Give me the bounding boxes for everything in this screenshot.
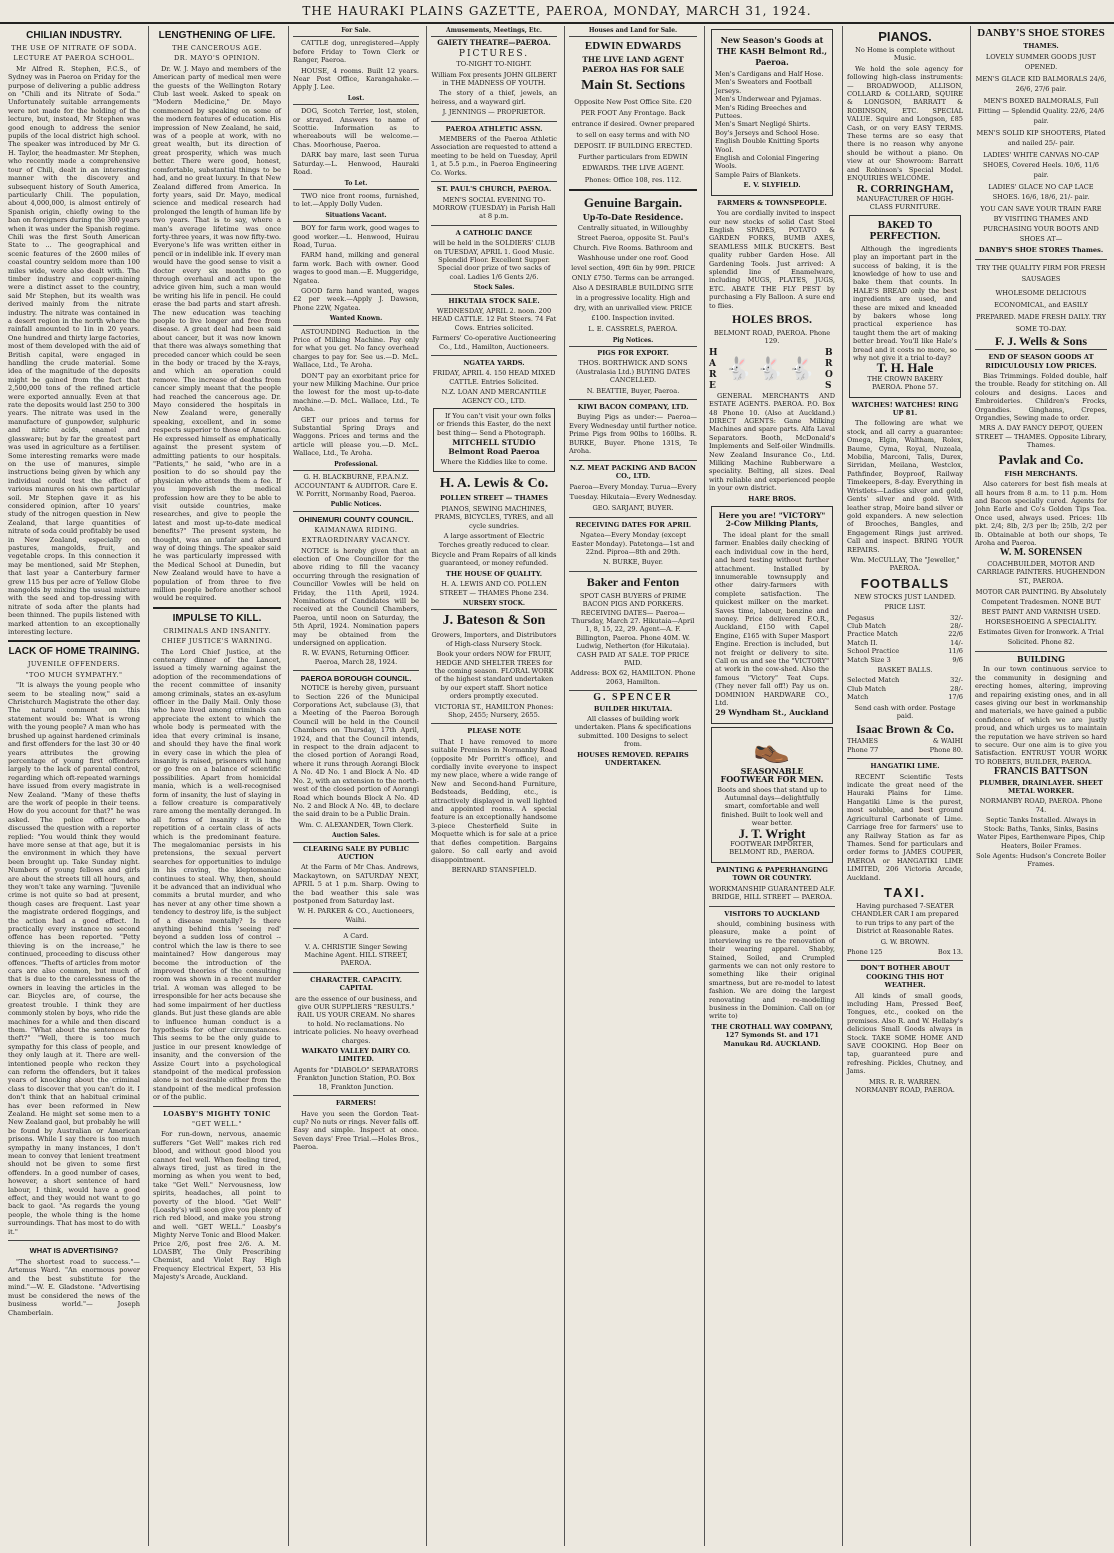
note-signature: BERNARD STANSFIELD. bbox=[451, 865, 537, 874]
battson-address: NORMANBY ROAD, PAEROA. Phone 74. bbox=[979, 797, 1103, 814]
kiwi-body: Buying Pigs as under:— Paeroa—Every Wednesday until further notice. Prime Pigs from 90lbs to 160lbs. R. BURKE, Buyer. Phone 131S, Te Aroha. bbox=[569, 413, 697, 456]
taxi-signature: G. W. BROWN. bbox=[880, 937, 930, 946]
victory-title: Here you are! "VICTORY" 2-Cow Milking Plants, bbox=[718, 511, 826, 529]
pavlak-body: Also caterers for best fish meals at all hours from 8 a.m. to 11 p.m. Hom and Bacon specially cured. Agents for John Earle and Co's Golden Tips Tea. Once used, always used. Prices: 1lb pkt. 2/4; 8lb, 2/3 per lb; 25lb, 2/2 per lb. Obtainable at both our shops, Te Aroha and Paeroa. bbox=[975, 480, 1107, 547]
isaac-brown-row bbox=[847, 737, 963, 745]
divider bbox=[293, 972, 419, 973]
divider bbox=[569, 690, 697, 691]
pavlak-sub: FISH MERCHANTS. bbox=[1004, 469, 1078, 478]
hale-sub: THE CROWN BAKERY PAEROA. Phone 57. bbox=[867, 374, 943, 392]
painting-title: PAINTING & PAPERHANGING TOWN OR COUNTRY. bbox=[716, 865, 828, 883]
divider bbox=[847, 960, 963, 961]
divider bbox=[431, 723, 557, 724]
list-item: Men's Sweaters and Football Jerseys. bbox=[715, 78, 813, 95]
classified-ad: DOG, Scotch Terrier, lost, stolen, or strayed. Answers to name of Scottie. Information as to whereabouts will be welcome.—Chas. Moorhouse, Paeroa. bbox=[293, 107, 419, 149]
lewis-title: H. A. Lewis & Co. bbox=[439, 476, 549, 492]
list-item: Men's Smart Negligé Shirts. bbox=[715, 120, 811, 129]
theatre-name: GAIETY THEATRE—PAEROA. bbox=[437, 38, 551, 48]
card-body: V. A. CHRISTIE Singer Sewing Machine Agent. HILL STREET, PAEROA. bbox=[304, 942, 408, 968]
notice-body: NOTICE is hereby given that an election of One Councillor for the above riding to fill the vacancy occurring through the resignation of Councillor Vowles will be held on Friday, the 11th April, 1924. Nominations of Candidates will be received at the Council Chambers, Paeroa, until noon on Saturday, the 5th April, 1924. Nomination papers may be obtained from the undersigned on application. bbox=[293, 546, 419, 647]
corringham-title: R. CORRINGHAM, bbox=[856, 182, 954, 195]
section-label: Lost. bbox=[293, 94, 419, 105]
subhead: "TOO MUCH SYMPATHY." bbox=[25, 670, 123, 679]
battson-sub: PLUMBER, DRAINLAYER. SHEET METAL WORKER. bbox=[979, 778, 1103, 796]
divider bbox=[8, 640, 140, 642]
dairy-body: are the essence of our business, and give OUR SUPPLIERS "RESULTS." RAIL US YOUR CREAM. No shares to hold. No reclamations. No intricate policies. No heavy overhead charges. bbox=[293, 994, 419, 1045]
lewis-address: POLLEN STREET — THAMES bbox=[440, 494, 548, 503]
victory-body: The ideal plant for the small farmer. Enables daily checking of each individual cow in the herd, and herd testing without further attachment. Installed by innumerable townsupply and other dairy-farmers with complete satisfaction. The quickest milker on the market. Saves time, labour, benzine and money. Price delivered F.O.R., Auckland, £150 with Capel Engine, £165 with Super Masport Engine. Erection is included, but not freight or delivery to site. Call on us and see the "VICTORY" at work in the cow-shed. Also the famous "Victory" Teat Cups. (They never fall off!) Pay us on. DOMINION HARDWARE CO., Ltd. bbox=[715, 530, 829, 707]
bateson-address: VICTORIA ST., HAMILTON Phones: Shop, 2455; Nursery, 2655. bbox=[434, 702, 554, 719]
wright-title: J. T. Wright bbox=[738, 825, 806, 841]
section-label: Auction Sales. bbox=[293, 831, 419, 842]
classified-ad: GOOD farm hand wanted, wages £2 per week.—Apply J. Dawson, Phone 22W, Ngatea. bbox=[293, 286, 419, 312]
dance-body: will be held in the SOLDIERS' CLUB on TUESDAY, APRIL 1. Good Music. Splendid Floor. Excellent Supper. Special door prize of two sacks of coal. Ladies 1/6 Gents 2/6. bbox=[432, 239, 556, 281]
film-listing: William Fox presents JOHN GILBERT in THE MADNESS OF YOUTH. bbox=[431, 70, 557, 88]
kash-title: New Season's Goods at THE KASH Belmont Rd., Paeroa. bbox=[716, 35, 828, 67]
item-name: Match II. bbox=[847, 638, 878, 647]
headline-kill: IMPULSE TO KILL. bbox=[172, 612, 262, 624]
footwear-body: Boots and shoes that stand up to Autumnal days—delightfully smart, comfortable and well finished. Built to look well and wear better. bbox=[717, 785, 827, 828]
divider bbox=[431, 355, 557, 356]
divider bbox=[709, 906, 835, 907]
bateson-title: J. Bateson & Son bbox=[442, 613, 546, 629]
column-2 bbox=[148, 26, 285, 1546]
price-row bbox=[847, 693, 963, 701]
hare-logo-left: HARE bbox=[709, 347, 718, 391]
section-label: Stock Sales. bbox=[431, 283, 557, 294]
baked-body: Although the ingredients play an important part in the success of baking, it is the knowledge of how to use and bake them that counts. In HALE'S BREAD only the best ingredients are used, and these are mixed and kneaded by bakers whose long practical experience has taught them the art of making better bread. You'll like Hale's bread and it costs no more, so why not give it a trial to-day? bbox=[853, 244, 957, 362]
notice-signature: Wm. C. ALEXANDER, Town Clerk. bbox=[298, 820, 414, 829]
lewis-torches: A large assortment of Electric Torches greatly reduced to clear. bbox=[438, 532, 550, 549]
basket-label: BASKET BALLS. bbox=[877, 666, 933, 674]
spencer-title: G. SPENCER bbox=[593, 692, 673, 704]
victory-address: 29 Wyndham St., Auckland bbox=[715, 708, 829, 718]
footballs-title: FOOTBALLS bbox=[860, 575, 950, 591]
edwards-sub: THE LIVE LAND AGENT PAEROA HAS FOR SALE bbox=[582, 55, 684, 75]
dairy-title: CHARACTER. CAPACITY. CAPITAL bbox=[310, 975, 402, 993]
danby-item: LADIES' WHITE CANVAS NO-CAP SHOES, Covered Heels. 10/6, 11/6 pair. bbox=[982, 151, 1100, 180]
footballs-sub: NEW STOCKS JUST LANDED. bbox=[854, 592, 956, 601]
section-label: To Let. bbox=[293, 179, 419, 190]
edwards-body: Opposite New Post Office Site. £20 PER FOOT Any Frontage. Back entrance if desired. Owner prepared to sell on easy terms and with NO DEPOSIT. IF BUILDING ERECTED. Further particulars from EDWIN EDWARDS. THE LIVE AGENT. bbox=[571, 98, 695, 173]
article-body: For run-down, nervous, anaemic sufferers "Get Well" makes rich red blood, and without good blood you cannot feel well. When feeling tired, always tired, just as tired in the morning as when you went to bed, take "Get Well." Nervousness, low spirits, headaches, all point to poverty of the blood. "Get Well" (Loasby's) will soon give you plenty of rich red blood, and make you strong and well. "GET WELL." Loasby's Mighty Nerve Tonic and Blood Maker. Price 2/6, post free 2/6. A. M. LOASBY, The Only Prescribing Chemist, and Violet Ray High Frequency Electrical Expert, 53 His Majesty's Arcade, Auckland. bbox=[153, 1130, 281, 1282]
item-name: Club Match bbox=[847, 621, 886, 630]
list-item: English and Colonial Fingering Wools. bbox=[715, 154, 820, 171]
watches-body: The following are what we stock, and all carry a guarantee: Omega, Elgin, Waltham, Rolex, Baume, Cyma, Royal, Nuzeala, Mobilia, Marconi, Talis, Durex, Sirridan, Meilana, Westclox, Pathfinder, Boyproof, Railway Timekeepers, 8-day. Everything in Wristlets—Ladies silver and gold, Gents' silver and gold. With leather strap, Moire band silver or gold expanders. A new selection of Brooches, Bangles, and Engagement Rings just arrived. Call and inspect. BRING YOUR REPAIRS. bbox=[847, 419, 963, 554]
bakery-ad bbox=[849, 215, 961, 398]
notice-body: NOTICE is hereby given, pursuant to Section 226 of the Municipal Corporations Act, subclause (3), that a Meeting of the Paeroa Borough Council will be held in the Council Chambers on Thursday, 17th April, 1924, and that the Council intends, in respect to the drain adjacent to the closed portion of Aorangi Road, where it runs through Aorangi Block A No. 4D No. 1 and Block A No. 4D No. 2, with an extension to the north-west of the closed portion of Aorangi Road which bounds Block A No. 4D No. 2 and Block A No. 4B, to declare the said drain to be a Public Drain. bbox=[293, 684, 419, 819]
pig-body: THOS. BORTHWICK AND SONS (Australasia Ltd.) BUYING DATES CANCELLED. bbox=[575, 359, 691, 385]
studio-name: MITCHELL STUDIO Belmont Road Paeroa bbox=[448, 438, 540, 456]
subhead: KAIMANAWA RIDING. bbox=[314, 525, 398, 534]
meeting-title: ST. PAUL'S CHURCH, PAEROA. bbox=[436, 185, 552, 194]
dance-title: A CATHOLIC DANCE bbox=[455, 228, 533, 237]
location: & WAIHI bbox=[932, 737, 963, 746]
divider bbox=[431, 181, 557, 182]
classified-ad: CATTLE dog, unregistered—Apply before Friday to Town Clerk or Ranger, Paeroa. bbox=[293, 39, 419, 65]
bargain-title: Genuine Bargain. bbox=[583, 194, 683, 210]
kiwi-title: KIWI BACON COMPANY, LTD. bbox=[577, 403, 689, 412]
divider bbox=[975, 651, 1107, 652]
divider bbox=[293, 1095, 419, 1096]
meeting-title: PAEROA ATHLETIC ASSN. bbox=[445, 124, 543, 133]
studio-ad-text: If You can't visit your own folks or friends this Easter, do the next best thing— Send a Photograph. bbox=[437, 412, 551, 437]
section-label: Amusements, Meetings, Etc. bbox=[431, 26, 557, 37]
article-body: The Lord Chief Justice, at the centenary dinner of the Lancet, issued a timely warning against the adoption of the recommendations of the recent committee of insanity among criminals, states an ex-asylum officer in the Daily Mail. Only those who have lived among criminals can appreciate the extent to which the whole body is permeated with the idea that every criminal is insane, and should they have the final work in every case in which the plea of insanity is raised, prisoners will hang or go free on a balance of scientific possibilities. Apart from homicidal mania, which is a well-recognised form of insanity, the lust of slaying in a fellow creature is comparatively rare among the mentally deranged. In all forms of insanity it is the repetition of a certain class of acts which is the predominant feature. The megalomaniac persists in his pretensions, the sexual pervert searches for opportunities to indulge in his craving, the kleptomaniac continues to steal. Why, then, should it be advanced that an individual who commits a brutal murder, and who has never at any other time shown a tendency to destroy life, is the subject of a disease mentally? Is there anything behind this 'seeing red' beyond a sudden loss of control -- control which the law is there to see maintained? How dangerous may become the introduction of the improved theories of the consulting room was shown in a recent murder trial. A woman was alleged to be irresponsible for her acts because she had some impairment of her ductless glands. But just these glands are able to influence human conduct is a hypothesis for other circumstances. This seems to be the only guide to justice in our present knowledge of insanity, and the conversion of the Assize Court into a psychological standpoint of the medical profession alone is not desirable either from the standpoint of the medical profession or of the public. bbox=[153, 647, 281, 1102]
price-row bbox=[847, 614, 963, 622]
item-price: 14/- bbox=[950, 638, 963, 647]
item-name: School Practice bbox=[847, 647, 900, 656]
proprietor: J. JENNINGS — PROPRIETOR. bbox=[442, 108, 546, 117]
dairy-agents: Agents for "DIABOLO" SEPARATORS Frankton Junction Station, P.O. Box 18, Frankton Junction. bbox=[293, 1065, 419, 1091]
sorensen-title: W. M. SORENSEN bbox=[999, 547, 1083, 559]
farmers-title: FARMERS! bbox=[335, 1099, 377, 1108]
danby-item: MEN'S GLACE KID BALMORALS 24/6, 26/6, 27/6 pair. bbox=[975, 75, 1107, 94]
visitors-title: VISITORS TO AUCKLAND bbox=[724, 909, 820, 918]
nzmp-signature: GEO. SARJANT, BUYER. bbox=[592, 504, 674, 513]
bargain-sub: Up-To-Date Residence. bbox=[582, 211, 684, 222]
watches-title: WATCHES! WATCHES! RING UP 81. bbox=[851, 400, 959, 418]
item-price: 9/6 bbox=[952, 655, 963, 664]
notice-signature: R. W. EVANS, Returning Officer. Paeroa, March 28, 1924. bbox=[302, 649, 410, 666]
farmers-body: You are cordially invited to inspect our new stocks of solid Cast Steel English SPADES, POTATO & GARDEN FORKS, BUMB AXES, SEAMLESS MILK BUCKETS. Best quality rubber Garden Hose. All Gardening Tools. Just arrived: A splendid line of Enamelware, including MUGS, PLATES, JUGS, ETC. ABATE THE FLY PEST by purchasing a Fly Balloon. A sure end to flies. bbox=[709, 209, 835, 310]
item-price: 11/6 bbox=[948, 647, 963, 656]
section-label: Professional. bbox=[293, 460, 419, 471]
wells-title: F. J. Wells & Sons bbox=[994, 333, 1088, 348]
classified-ad: DARK bay mare, last seen Turua Saturday.—L. Henwood, Hauraki Road. bbox=[293, 151, 419, 177]
hare-bros-logo bbox=[709, 348, 835, 392]
receiving-title: RECEIVING DATES FOR APRIL bbox=[575, 520, 691, 529]
building-body: In our town continuous service to the community in designing and erecting homes, altering, improving and repairing existing ones, and in all cases giving our best in workmanship and materials, we have gained a public confidence of which we are justly proud, and which urges us to maintain the reputation we have striven so hard to secure. Our one aim is to give you Satisfaction. ENTRUST YOUR WORK TO ROBERTS, BUILDER, PAEROA. bbox=[975, 665, 1107, 766]
sorensen-body: MOTOR CAR PAINTING. By Absolutely Competent Tradesmen. NONE BUT BEST PAINT AND VARNISH USED. HORSESHOEING A SPECIALITY. Estimates Given for Ironwork. A Trial Solicited. Phone 82. bbox=[975, 587, 1107, 646]
column-6 bbox=[704, 26, 839, 1546]
hare-logo-right: BROS bbox=[825, 347, 833, 391]
item-price: 28/- bbox=[950, 621, 963, 630]
price-list-label: PRICE LIST. bbox=[884, 603, 926, 612]
price-row bbox=[847, 656, 963, 664]
phone: Phone 77 bbox=[847, 745, 879, 754]
basket-prices bbox=[847, 676, 963, 701]
stock-sale-title: NGATEA YARDS. bbox=[463, 359, 525, 367]
sausages-title: TRY THE QUALITY FIRM FOR FRESH SAUSAGES bbox=[976, 263, 1106, 283]
list-item: English Double Knitting Sports Wool. bbox=[715, 137, 820, 154]
painting-body: WORKMANSHIP GUARANTEED ALF. BRIDGE, HILL STREET — PAEROA. bbox=[709, 884, 835, 902]
auction-body: At the Farm of Mr Chas. Andrews, Mackaytown, on SATURDAY NEXT, APRIL 5 at 1 p.m. Sharp. Owing to the bad weather this sale was postponed from Saturday last. bbox=[293, 863, 419, 905]
lewis-body: PIANOS, SEWING MACHINES, PRAMS, BICYCLES, TYRES, and all cycle sundries. bbox=[434, 504, 554, 530]
divider bbox=[431, 225, 557, 226]
headline-home-training: LACK OF HOME TRAINING. bbox=[8, 646, 140, 658]
item-name: Match bbox=[847, 693, 869, 702]
footballs-foot: Send cash with order. Postage paid. bbox=[854, 703, 956, 721]
edwards-title: EDWIN EDWARDS bbox=[584, 40, 682, 53]
edwards-main: Main St. Sections bbox=[581, 78, 685, 94]
cooking-body: All kinds of small goods, including Ham, Pressed Beef, Tongues, etc., cooked on the premises. Also R. and W. Hellaby's delicious Small Goods always in Stock. TAKE SOME HOME AND SAVE COOKING. Hop Beer on tap, guaranteed pure and refreshing. Pickles, Chutney, and Jams. bbox=[847, 991, 963, 1076]
baked-title: BAKED TO PERFECTION. bbox=[869, 220, 941, 242]
masthead: THE HAURAKI PLAINS GAZETTE, PAEROA, MONDAY, MARCH 31, 1924. bbox=[0, 0, 1114, 24]
bf-address: Address: BOX 62, HAMILTON. Phone 2063, Hamilton. bbox=[570, 669, 696, 686]
receiving-signature: N. BURKE, Buyer. bbox=[602, 558, 664, 567]
phone: Phone 125 bbox=[847, 947, 883, 956]
kash-ad bbox=[711, 29, 833, 196]
danby-sub: THAMES. bbox=[1023, 42, 1059, 50]
danby-item: MEN'S BOXED BALMORALS, Full Fitting — Splendid Quality. 22/6, 24/6 pair. bbox=[977, 97, 1105, 126]
bargain-body: Centrally situated, in Willoughby Street Paeroa, opposite St. Paul's Church. Five Rooms. Bathroom and Washhouse under one roof. Good level section, 49ft 6in by 99ft. PRICE ONLY £750. Terms can be arranged. Also A DESIRABLE BUILDING SITE in a progressive locality. High and dry, with an unrivalled view. PRICE £100. Inspection invited. bbox=[571, 224, 695, 323]
list-item: Boy's Jerseys and School Hose. bbox=[715, 128, 820, 137]
price-row bbox=[847, 685, 963, 693]
list-item: Men's Underwear and Pyjamas. bbox=[715, 95, 822, 104]
divider bbox=[293, 670, 419, 671]
boot-icon: 👞 bbox=[753, 729, 791, 765]
classified-ad: GET our prices and terms for Substantial Spring Drays and Waggons. Prices and terms and the article will please you.—D. McL. Wallace, Ltd., Te Aroha. bbox=[293, 415, 419, 458]
divider bbox=[153, 607, 281, 609]
item-name: Practice Match bbox=[847, 630, 898, 639]
headline-advertising: WHAT IS ADVERTISING? bbox=[29, 1246, 119, 1256]
bargain-signature: L. E. CASSRELS, PAEROA. bbox=[588, 325, 678, 334]
pianos-body: We hold the sole agency for following high-class instruments:— BROADWOOD, ALLISON, COLLARD & COLLARD, SQUIRE & LONGSON, BARRATT & ROBINSON, ETC. SPECIAL VALUE. Squire and Longson, £85 Cash, or on very EASY TERMS. These terms are so easy that there is no reason why anyone should be without a piano. On view at our Showroom: Barratt and Robinson's Special Model. ENQUIRIES WELCOME. bbox=[847, 64, 963, 183]
taxi-phone-row bbox=[847, 948, 963, 956]
cooking-title: DON'T BOTHER ABOUT COOKING THIS HOT WEATHER. bbox=[860, 964, 950, 990]
subhead: THE CANCEROUS AGE. bbox=[172, 44, 262, 52]
building-title: BUILDING bbox=[1017, 653, 1065, 664]
list-item: Men's Cardigans and Half Hose. bbox=[715, 70, 824, 78]
lime-body: RECENT Scientific Tests indicate the great need of the Hauraki Plains for Lime. Hangatiki Lime is the purest, most soluble, and best ground Agricultural Carbonate of Lime. Carriage free for farmers' use to any Railway Station as far as Thames. Send for particulars and order forms to JAMES COUPER, PAEROA or HANGATIKI LIME LIMITED, 206 Victoria Arcade, Auckland. bbox=[847, 772, 963, 882]
stock-sale-signature: Farmers' Co-operative Auctioneering Co., Ltd., Hamilton, Auctioneers. bbox=[432, 334, 556, 351]
headline-tonic: LOASBY'S MIGHTY TONIC bbox=[163, 1109, 271, 1118]
sorensen-sub: COACHBUILDER, MOTOR AND CARRIAGE PAINTERS. HUGHENDON ST., PAEROA. bbox=[976, 559, 1106, 585]
price-row bbox=[847, 622, 963, 630]
divider bbox=[8, 1240, 140, 1241]
divider bbox=[431, 121, 557, 122]
kash-signature: E. V. SLYFIELD. bbox=[743, 181, 801, 190]
taxi-body: Having purchased 7-SEATER CHANDLER CAR I am prepared to run trips to any part of the District at Reasonable Rates. bbox=[851, 901, 959, 936]
quality-title: THE HOUSE OF QUALITY. bbox=[445, 569, 543, 578]
item-name: Match Size 3 bbox=[847, 655, 891, 664]
card-title: A Card. bbox=[343, 932, 369, 941]
divider bbox=[293, 928, 419, 929]
section-label: Situations Vacant. bbox=[293, 211, 419, 222]
meeting-body: MEMBERS of the Paeroa Athletic Association are requested to attend a meeting to be held on Tuesday, April 1, at 5.5 p.m., in Paeroa Engineering Co. Works. bbox=[431, 135, 557, 177]
danby-foot: DANBY'S SHOE STORES Thames. bbox=[978, 246, 1104, 255]
item-price: 28/- bbox=[950, 684, 963, 693]
danby-item: YOU CAN SAVE YOUR TRAIN FARE BY VISITING THAMES AND PURCHASING YOUR BOOTS AND SHOES AT— bbox=[980, 205, 1102, 244]
article-body: Mr Alfred R. Stephen, F.C.S., of Sydney was in Paeroa on Friday for the purpose of delivering a public address on "Chili and its Nitrate of Soda." Unfortunately suitable arrangements were not made for the holding of the lecture, but, instead, Mr Stephen was good enough to address the senior pupils of the local district high school. The speaker was introduced by Mr G. H. Taylor, the headmaster. Mr Stephen, who recently made a comprehensive tour of Chili, dealt in an interesting manner with the discovery and subsequent history of South America, particularly Chili. The population, about 4,000,000, is almost entirely of Spanish origin, chiefly owing to the ban on foreigners during the 300 years when it was under the Spanish regime. Chili was the first South American State to ... The geographical and scenic features of the 2600 miles of coastal country seldom more than 100 miles wide, were also dealt with. The timber industry and copper-mining were a distinct asset to the country, said Mr Stephen, but its wealth was derived mainly from the nitrate industry. The nitrate was contained in a desert region in the north where the rainfall amounted to 1in in 20 years. One hundred and thirty large factories, most of them developed with the aid of British capital, were engaged in handling the crude material. Some idea of the magnitude of the deposits might be gained from the fact that 2,500,000 tons of the refined article were exported annually. Even at that rate the deposits would last 250 to 300 years. The nitrate was used in the manufacture of gunpowder, sulphuric and nitric acids, enamel and glassware; but by far the greatest part was used in agriculture as a fertiliser. Some interesting remarks were made on the use of manures, simple instructions being given by which any individual could test the effect of various manures on his own particular soil. Mr Stephen gave it as his considered opinion, after 10 years' study of the nitrogen question in New Zealand, that large quantities of nitrate of soda could profitably be used in New Zealand, especially on pastures, mangolds, fruit, and vegetable crops. In this connection it may be mentioned, said Mr Stephen, that last year a Canterbury farmer grew 115 bus per acre of Yellow Globe mangolds by mixing the usual mixture with the seed and top-dressing with nitrate of soda after the plants had been thinned. The pupils listened with marked attention to an exceptionally interesting lecture. bbox=[8, 64, 140, 637]
bateson-order: Book your orders NOW for FRUIT, HEDGE AND SHELTER TREES for the coming season. FLORAL WORK of the highest standard undertaken by our expert staff. Short notice orders promptly executed. bbox=[434, 650, 554, 701]
day-signature: MRS A. DAY FANCY DEPOT, QUEEN STREET — THAMES. Opposite Library, Thames. bbox=[975, 424, 1107, 450]
item-price: 22/6 bbox=[948, 630, 963, 639]
battson-foot: Sole Agents: Hudson's Concrete Boiler Frames. bbox=[976, 851, 1106, 869]
auction-signature: W. H. PARKER & CO., Auctioneers, Waihi. bbox=[297, 907, 415, 924]
list-item: Men's Riding Breeches and Puttees. bbox=[715, 103, 807, 121]
pavlak-title: Pavlak and Co. bbox=[998, 451, 1084, 467]
subhead: THE USE OF NITRATE OF SODA. bbox=[11, 44, 137, 52]
season-body: Bias Trimmings. Folded double, half the trouble. Ready for stitching on. All colours and designs. Laces and Embroideries. Children's Frocks, Organdies. Ginghams, Crepes, Organdies, Sewing made to order. bbox=[975, 372, 1107, 423]
lewis-repairs: Bicycle and Pram Repairs of all kinds guaranteed, or money refunded. bbox=[431, 550, 557, 568]
headline-life: LENGTHENING OF LIFE. bbox=[158, 30, 276, 41]
divider bbox=[569, 571, 697, 572]
pig-signature: N. BEATTIE, Buyer, Paeroa. bbox=[586, 386, 680, 395]
bf-title: Baker and Fenton bbox=[586, 574, 680, 589]
footwear-title: SEASONABLE FOOTWEAR FOR MEN. bbox=[720, 765, 824, 785]
article-body: Dr. W. J. Mayo and members of the American party of medical men were the guests of the Wellington Rotary Club last week. Asked to speak on "Modern Medicine," Dr. Mayo commenced by speaking on some of the modern features of education. His impression of New Zealand, he said, was of a people at work, with no great wealth, but its direction of great prosperity, which was much better. There were good, honest, comfortable, substantial things to be had, and no great luxury. In that New Zealand differed from America. In forty years, said Dr. Mayo, medical science and medical research had prolonged the length of human life by two years. That is to say, where a man's average lifetime was once forty-three years, it was now fifty-two. Everyone's life was written either in pencil or in indelible ink. If every man would have the good sense to visit a doctor every six months to go through overhaul and act upon the advice given him, such a man would be writing his life in pencil. He could erase the bad parts and start afresh. The new education was teaching people to live longer and free from disease. A great deal had been said about cancer, but it was now known that there was always something that preceded cancer which could be seen in the body or traced by the X-rays, and which an operation could remove. The increase of deaths from cancer simply meant that the people had reached the cancerous age. Dr. Mayo considered the hospitals in New Zealand were, generally speaking, excellent, and in some respects superior to those of America. He expressed himself as emphatically against the present system of admitting patients to our hospitals. "Patients," he said, "who are in a position to do so should pay the physician who attends them a fee. If you impoverish the medical profession how are they to be able to visit outside countries, make researches, and give to people the latest and most up-to-date medical benefits?" The present system, he thought, was an unfair and absurd way of doing things. The speaker said he was particularly impressed with the Medical School at Dunedin, but New Zealand would have to have a population of from three to five million people before another school would be required. bbox=[153, 64, 281, 603]
pianos-sub: No Home is complete without Music. bbox=[855, 46, 955, 63]
lime-title: HANGATIKI LIME. bbox=[870, 762, 940, 771]
divider bbox=[569, 517, 697, 518]
note-body: That I have removed to more suitable Premises in Normanby Road (opposite Mr Porritt's office), and cordially invite everyone to inspect my new place, where a wide range of New and Second-hand Furniture, Bedsteads, Bedding, etc., is attractively displayed in well lighted and appointed rooms. A special feature is an exceptionally handsome 3-piece Chesterfield Suite in Moquette which is for sale at a price that defies competition. Bargains galore. So call early and avoid disappointment. bbox=[431, 737, 557, 864]
price-row bbox=[847, 630, 963, 638]
taxi-title: TAXI. bbox=[883, 884, 927, 900]
danby-title: DANBY'S SHOE STORES bbox=[977, 27, 1105, 39]
notice-title: PAEROA BOROUGH COUNCIL. bbox=[300, 674, 412, 684]
visitors-signature: THE CROTHALL WAY COMPANY, 127 Symonds St. and 171 Manukau Rd. AUCKLAND. bbox=[711, 1022, 833, 1048]
column-1 bbox=[4, 26, 144, 1546]
column-7 bbox=[842, 26, 967, 1546]
price-row bbox=[847, 647, 963, 655]
holes-signature: HARE BROS. bbox=[748, 494, 796, 503]
farmers-title: FARMERS & TOWNSPEOPLE. bbox=[717, 198, 827, 207]
receiving-body: Ngatea—Every Monday (except Easter Monday). Patetonga—1st and 22nd. Piproa—8th and 29th. bbox=[571, 531, 695, 556]
subhead: JUVENILE OFFENDERS. bbox=[27, 660, 121, 669]
classified-ad: G. H. BLACKBURNE, F.P.A.N.Z. ACCOUNTANT & AUDITOR. Care E. W. Porritt, Normanby Road, Paeroa. bbox=[294, 473, 418, 498]
football-prices bbox=[847, 614, 963, 664]
divider bbox=[569, 460, 697, 461]
season-title: END OF SEASON GOODS AT RIDICULOUSLY LOW PRICES. bbox=[985, 353, 1097, 370]
danby-item: MEN'S SOLID KIP SHOOTERS, Plated and nailed 25/- pair. bbox=[976, 129, 1106, 148]
tonight-label: TO-NIGHT TO-NIGHT. bbox=[456, 60, 532, 69]
meeting-body: MEN'S SOCIAL EVENING TO-MORROW (TUESDAY) in Parish Hall at 8 p.m. bbox=[432, 195, 556, 221]
classified-ad: HOUSE, 4 rooms. Built 12 years. Near Post Office, Karangahake.—Apply J. Lee. bbox=[293, 66, 419, 92]
classified-ad: ASTOUNDING Reduction in the Price of Milking Machine. Pay only for what you get. No fancy overhead charges to pay for. See us.—D. McL. Wallace, Ltd., Te Aroha. bbox=[293, 327, 419, 370]
spencer-foot: HOUSES REMOVED. REPAIRS UNDERTAKEN. bbox=[577, 750, 689, 768]
nzmp-body: Paeroa—Every Monday. Turua—Every Tuesday. Hikutaia—Every Wednesday. bbox=[569, 483, 697, 502]
spencer-sub: BUILDER HIKUTAIA. bbox=[593, 704, 673, 713]
note-title: PLEASE NOTE bbox=[467, 727, 521, 736]
holes-title: HOLES BROS. bbox=[731, 311, 813, 326]
isaac-brown-title: Isaac Brown & Co. bbox=[856, 722, 954, 737]
pictures-heading: PICTURES. bbox=[458, 48, 530, 59]
article-body: "The shortest road to success."— Artemus Ward. "An enormous power and the best substitute for the mind."—W. E. Gladstone. "Advertising must be considered the news of the business world."— Joseph Chamberlain. bbox=[8, 1258, 140, 1317]
phone: Phone 80. bbox=[929, 745, 963, 754]
stock-sale-body: FRIDAY, APRIL 4. 150 HEAD MIXED CATTLE. Entries Solicited. bbox=[432, 369, 556, 386]
divider bbox=[569, 189, 697, 191]
divider bbox=[975, 349, 1107, 350]
rabbit-icon: 🐇🐇🐇 bbox=[724, 356, 820, 382]
divider bbox=[569, 399, 697, 400]
column-4 bbox=[426, 26, 561, 1546]
spencer-body: All classes of building work undertaken. Plans & specifications submitted. 100 Designs to select from. bbox=[574, 715, 692, 749]
item-name: Selected Match bbox=[847, 676, 900, 685]
kash-items bbox=[715, 70, 829, 179]
wright-body: FOOTWEAR IMPORTER, BELMONT RD., PAEROA. bbox=[729, 840, 815, 857]
section-label: For Sale. bbox=[293, 26, 419, 37]
subhead: "GET WELL." bbox=[192, 1119, 242, 1128]
column-5 bbox=[564, 26, 701, 1546]
subhead: LECTURE AT PAEROA SCHOOL. bbox=[13, 54, 135, 63]
list-item: Sample Pairs of Blankets. bbox=[715, 170, 801, 179]
notice-title: OHINEMURI COUNTY COUNCIL. bbox=[298, 514, 414, 524]
column-8 bbox=[970, 26, 1111, 1546]
battson-body: Septic Tanks Installed. Always in Stock: Baths, Tanks, Sinks, Basins Water Pipes, Earthenware Pipes, Chip Heaters, Boiler Frames. bbox=[977, 816, 1105, 850]
classified-ad: BOY for farm work, good wages to good worker.—L. Henwood, Huirau Road, Turua. bbox=[293, 224, 419, 249]
subhead: EXTRAORDINARY VACANCY. bbox=[301, 536, 411, 545]
corringham-sub: MANUFACTURER OF HIGH-CLASS FURNITURE. bbox=[856, 194, 954, 212]
subhead: CRIMINALS AND INSANITY. bbox=[163, 626, 271, 635]
section-label: Pig Notices. bbox=[569, 336, 697, 347]
item-price: 32/- bbox=[950, 676, 963, 685]
holes-body: GENERAL MERCHANTS AND ESTATE AGENTS. PAEROA. P.O. Box 48 Phone 10. (Also at Auckland.) DIRECT AGENTS: Gane Milking Machines and spare parts. Alfa Laval Separators. Booth, McDonald's Implements and Self-oiler Windmills. New Zealand Insurance Co., Ltd. Milking Machine Rubberware a speciality. Belting, all sizes. Deal with reliable and experienced people in your own district. bbox=[709, 391, 835, 493]
footwear-ad bbox=[711, 727, 833, 863]
item-name: Pegasus bbox=[847, 613, 875, 622]
quality-body: H. A. LEWIS AND CO. POLLEN STREET — THAMES Phone 234. bbox=[439, 580, 549, 597]
article-body: "It is always the young people who seem to be stealing now," said a Christchurch Magistrate the other day. The natural comment on this statement would be: What is wrong with the young people? A man who has brushed up against hardened criminals and first offenders for the last 30 or 40 years attributes the growing percentage of young first offenders largely to the lack of parental control, regarding which oft-repeated warnings have issued from every magistrate in New Zealand. "Many of these thefts are the work of people in their teens. How do you account for that?" he was asked. The police officer who discussed the question with a reporter replied: "You would think they would have more sense at that age, but it is the environment in which they have been brought up. Take Sunday night. Numbers of young fellows and girls are about the streets till all hours, and they won't take any warning. "Juvenile crime is not quite so bad at present, though cases are frequent. Last year the magistrate ordered floggings, and the action had a good effect. In practically every instance no second offence has been reported. "Petty thieving is on the increase," he continued, proceeding to discuss other offences. "Thefts of articles from motor cars are also common, but much of that is due to the carelessness of the owners in leaving the articles in the car. Bicycles are, of course, the greatest trouble. I think they are commonly stolen by boys, who ride the machines for a while and then discard them. "What about the sentences for theft?" "Well, there is too much sympathy for this class of people, and they only laugh at it. There are well-intentioned people who reckon they can reform the offenders, but it takes years of knocking about the criminal class to discover that you can't do it. I don't think that an habitual criminal has ever been reformed in New Zealand. He might set some men to a New Zealand gaol, but probably he will be found by Australian or American prisons. While I say there is too much sympathy in many instances, I don't mean to convey that lenient treatment should not be given to some first offenders. In a good number of cases, however, a short sentence of hard labour, I think, would have a good effect, and they would not want to go back to gaol. "As regards the young people, the whole thing is the home surroundings. That has most to do with it." bbox=[8, 681, 140, 1236]
film-description: The story of a thief, jewels, an heiress, and a wayward girl. bbox=[431, 89, 557, 106]
hale-title: T. H. Hale bbox=[876, 360, 934, 376]
nzmp-title: N.Z. MEAT PACKING AND BACON CO., LTD. bbox=[570, 463, 696, 480]
classified-ad: TWO nice front rooms, furnished, to let.—Apply Dolly Vuden. bbox=[293, 191, 419, 209]
farmers-body: Have you seen the Gordon Teat-cup? No nuts or rings. Never falls off. Easy and simple. Inspect at once. Seven days' Free Trial.—Holes Bros., Paeroa. bbox=[293, 1109, 419, 1152]
classified-ad: FARM hand, milking and general farm work. Bach with owner. Good wages to good man.—E. Muggeridge, Ngatea. bbox=[293, 251, 419, 285]
victory-ad bbox=[711, 506, 833, 724]
item-price: 17/6 bbox=[948, 693, 963, 702]
divider bbox=[975, 259, 1107, 260]
item-price: 32/- bbox=[950, 613, 963, 622]
sausages-body: WHOLESOME DELICIOUS ECONOMICAL, and EASILY PREPARED. MADE FRESH DAILY. TRY SOME TO-DAY. bbox=[975, 288, 1107, 333]
subhead: DR. MAYO'S OPINION. bbox=[174, 54, 260, 63]
column-3 bbox=[288, 26, 423, 1546]
section-label: Houses and Land for Sale. bbox=[569, 26, 697, 37]
auction-title: CLEARING SALE BY PUBLIC AUCTION bbox=[302, 844, 410, 861]
studio-ad bbox=[433, 408, 555, 472]
section-label: Wanted Known. bbox=[293, 314, 419, 325]
isaac-brown-row bbox=[847, 746, 963, 754]
item-name: Club Match bbox=[847, 684, 886, 693]
studio-tagline: Where the Kiddies like to come. bbox=[440, 458, 548, 467]
pianos-title: PIANOS. bbox=[878, 29, 932, 44]
price-row bbox=[847, 639, 963, 647]
classified-ad: DON'T pay an exorbitant price for your new Milking Machine. Our price the lowest for the most up-to-date machine.—D. McL. Wallace, Ltd., Te Aroha. bbox=[293, 371, 419, 414]
section-label: NURSERY STOCK. bbox=[431, 599, 557, 610]
subhead: CHIEF JUSTICE'S WARNING. bbox=[161, 637, 273, 646]
visitors-body: should, combining business with pleasure, make a point of interviewing us re the renovation of their wearing apparel. Shabby, Stained, Soiled, and Crumpled garments we can not only restore to something like their original smartness, but are re-model to latest fashion. We are doing the largest renovating and re-modelling business in the Dominion. Call on (or write to) bbox=[709, 919, 835, 1021]
divider bbox=[847, 758, 963, 759]
pig-title: PIGS FOR EXPORT. bbox=[597, 349, 669, 358]
bateson-body: Growers, Importers, and Distributors of High-class Nursery Stock. bbox=[431, 631, 557, 648]
edwards-phone: Phones: Office 108, res. 112. bbox=[584, 176, 682, 185]
stock-sale-title: HIKUTAIA STOCK SALE. bbox=[448, 296, 540, 305]
battson-title: FRANCIS BATTSON bbox=[994, 766, 1088, 778]
section-label: Public Notices. bbox=[293, 500, 419, 511]
watches-signature: Wm. McCULLAY, The "Jeweller," PAEROA. bbox=[850, 555, 960, 573]
danby-item: LOVELY SUMMER GOODS JUST OPENED. bbox=[985, 53, 1097, 72]
dairy-company: WAIKATO VALLEY DAIRY CO. LIMITED. bbox=[301, 1047, 411, 1064]
stock-sale-signature: N.Z. LOAN AND MERCANTILE AGENCY CO., LTD. bbox=[441, 388, 547, 405]
danby-item: LADIES' GLACE NO CAP LACE SHOES. 16/6, 18/6, 21/- pair. bbox=[988, 183, 1094, 202]
headline-chilian: CHILIAN INDUSTRY. bbox=[26, 30, 122, 41]
box: Box 13. bbox=[937, 947, 963, 956]
location: THAMES bbox=[847, 737, 878, 746]
divider bbox=[153, 1106, 281, 1107]
price-row bbox=[847, 676, 963, 684]
holes-address: BELMONT ROAD, PAEROA. Phone 129. bbox=[713, 328, 831, 346]
bf-body: SPOT CASH BUYERS of PRIME BACON PIGS AND PORKERS. RECEIVING DATES— Paeroa—Thursday, March 27. Hikutaia—April 1, 8, 15, 22, 29. Agent—A. F. Billington, Paeroa. Phone 40M. W. Ludwig, Netherton (for Hikutaia). CASH PAID AT SALE. TOP PRICE PAID. bbox=[571, 591, 695, 667]
stock-sale-body: WEDNESDAY, APRIL 2. noon. 200 HEAD CATTLE. 12 Fat Steers. 74 Fat Cows. Entries solicited. bbox=[431, 306, 557, 332]
cooking-signature: MRS. R. R. WARREN. NORMANBY ROAD, PAEROA. bbox=[855, 1077, 955, 1095]
